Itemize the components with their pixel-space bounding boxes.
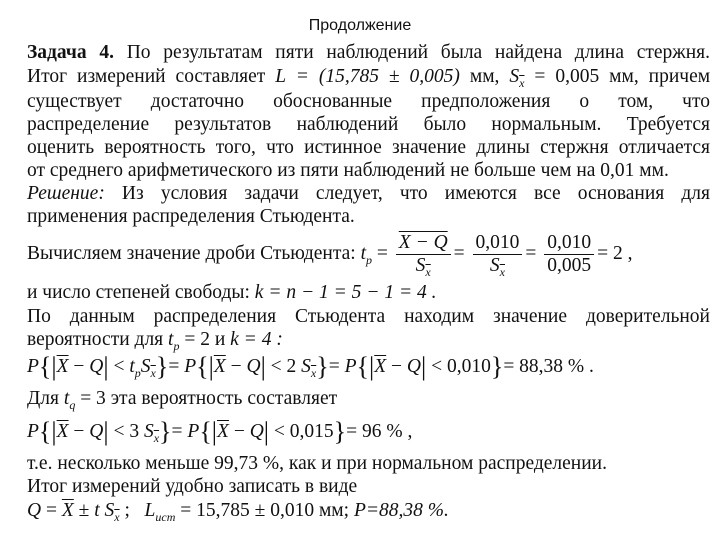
slide-title: Продолжение <box>308 17 412 34</box>
degrees-of-freedom: и число степеней свободы: k = n − 1 = 5 − 1 = 4 . <box>27 282 437 303</box>
probability-formula-2: $P\{|\overline{X} - Q| < 3$ $S_{\overline{x}}\}= P\{|\overline{X} - Q| < 0,015\}= 96$ % , <box>27 417 413 446</box>
find-line-2: вероятности для $t_p = 2$ и k = 4 : <box>27 329 283 353</box>
task-line-3: существует достаточно обоснованные предположения о том, что <box>27 91 710 112</box>
tq-line: Для $t_q = 3$ эта вероятность составляет <box>27 388 338 412</box>
final-result: $Q = \overline{X} \pm t$ $S_{\overline{x}}$ ; $L_{ист} = 15,785 \pm 0,010$ мм; P=88,38 %. <box>27 500 449 524</box>
comparison-line: т.е. несколько меньше 99,73 %, как и при нормальном распределении. <box>27 453 607 474</box>
probability-formula-1: $P\{|\overline{X} - Q| < t_pS_{\overline{x}}\}= P\{|\overline{X} - Q| < 2$ $S_{\overline{x}}\}= P\{|\overline{X} - Q| < 0,010\}= 88,38$ % . <box>27 352 594 381</box>
find-line-1: По данным распределения Стьюдента находим значение доверительной <box>27 306 710 327</box>
result-intro: Итог измерений удобно записать в виде <box>27 476 358 497</box>
task-line-4: распределение результатов наблюдений было нормальным. Требуется <box>27 114 710 135</box>
solution-line-2: применения распределения Стьюдента. <box>27 206 355 227</box>
task-line-1: Задача 4. По результатам пяти наблюдений была найдена длина стержня. <box>27 42 711 63</box>
solution-line-1: Решение: Из условия задачи следует, что имеются все основания для <box>27 183 710 204</box>
student-fraction: Вычисляем значение дроби Стьюдента: $t_p$ = $\frac{X - Q}{S_{\overline{x}}}$ = $\frac{0,010}{S_{\overline{x}}}$ = $\frac{0,010}{0,005}$ = 2 , <box>27 232 633 280</box>
task-line-5: оценить вероятность того, что истинное значение длины стержня отличается <box>27 137 710 158</box>
task-line-2: Итог измерений составляет L = (15,785 ± 0,005) мм, $S_{\overline{x}} = 0,005$ мм, причем <box>27 66 711 90</box>
task-line-6: от среднего арифметического из пяти наблюдений не больше чем на 0,01 мм. <box>27 160 669 181</box>
